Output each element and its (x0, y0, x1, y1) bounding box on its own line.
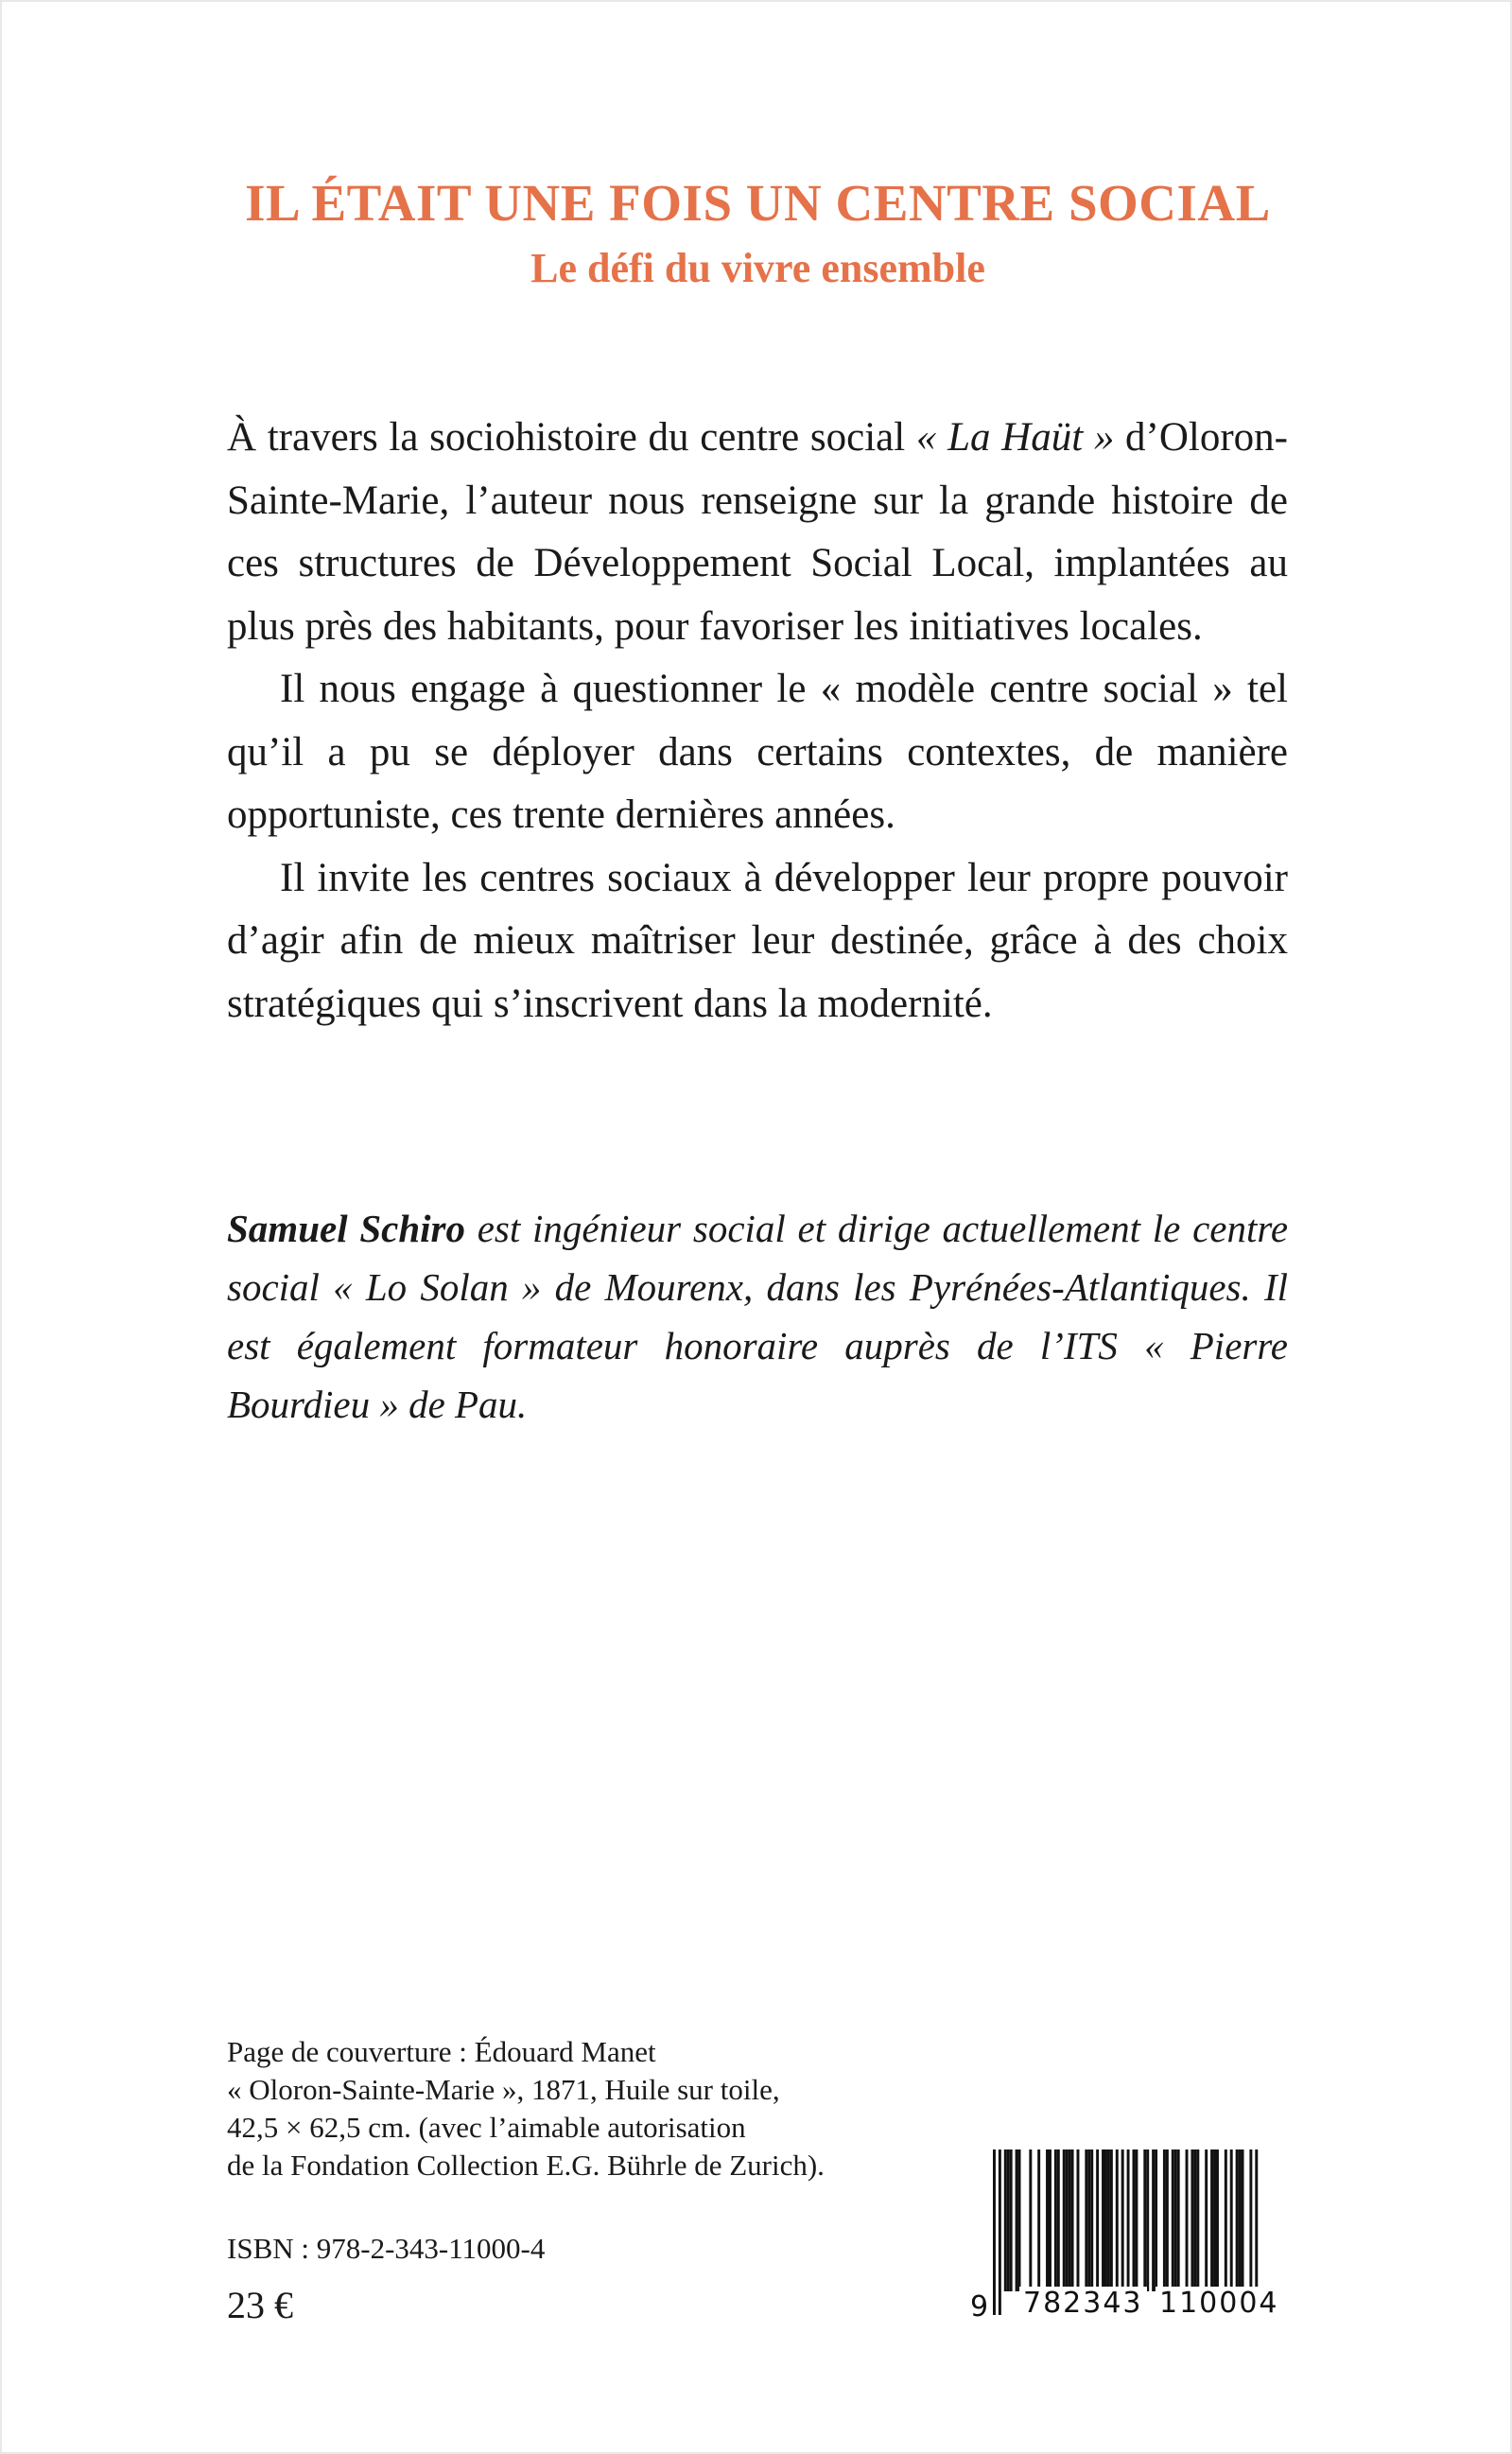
barcode-bar (1213, 2149, 1216, 2291)
barcode-bar (1210, 2149, 1213, 2291)
barcode-bar (1007, 2149, 1010, 2291)
blurb-paragraph-1 (227, 407, 1288, 658)
blurb-paragraph-2: Il nous engage à questionner le « modèle centre social » tel qu’il a pu se déployer dans certains contextes, de manière opportuniste, ces trente dernières années. (227, 667, 1288, 837)
barcode-bar (1016, 2149, 1018, 2291)
blurb (227, 407, 1288, 1036)
barcode-bar (1172, 2149, 1174, 2291)
barcode-bar (1054, 2149, 1057, 2291)
blurb-p1-start: À travers la sociohistoire du centre social (227, 415, 916, 460)
barcode-bar (1069, 2149, 1071, 2291)
barcode-bar (1096, 2149, 1099, 2291)
barcode-bar (1071, 2149, 1074, 2291)
barcode-first-digit: 9 (970, 2290, 989, 2323)
barcode-bar (1190, 2149, 1193, 2291)
cover-credits (227, 2033, 825, 2184)
barcode-bar (1133, 2149, 1136, 2291)
barcode-bar (1146, 2149, 1149, 2291)
barcode-bar (1193, 2149, 1196, 2291)
barcode-bar (1143, 2149, 1146, 2291)
barcode-bar (1010, 2149, 1013, 2291)
barcode-bar (1225, 2149, 1227, 2291)
barcode-bar (1196, 2149, 1199, 2291)
barcode-bar (1066, 2149, 1069, 2291)
barcode-bar (1104, 2149, 1107, 2291)
barcode-bar (1049, 2149, 1051, 2291)
barcode-bar (1037, 2149, 1040, 2291)
barcode-bar (1177, 2149, 1180, 2291)
barcode-bar (1018, 2149, 1021, 2291)
credits-line-3: 42,5 × 62,5 cm. (avec l’aimable autorisation (227, 2111, 746, 2144)
barcode-digits (970, 2283, 1292, 2324)
barcode-bar (1236, 2149, 1239, 2291)
barcode-bar (1163, 2149, 1166, 2291)
barcode-bar (1077, 2149, 1080, 2291)
book-title: IL ÉTAIT UNE FOIS UN CENTRE SOCIAL (245, 174, 1271, 232)
barcode-bar (1004, 2149, 1007, 2291)
barcode-bar (1063, 2149, 1066, 2291)
barcode-bar (1186, 2149, 1189, 2291)
credits-line-4: de la Fondation Collection E.G. Bührle de Zurich). (227, 2149, 825, 2182)
barcode-bar (1102, 2149, 1104, 2291)
blurb-paragraph-3: Il invite les centres sociaux à développer leur propre pouvoir d’agir afin de mieux maîtriser leur destinée, grâce à des choix stratégiques qui s’inscrivent dans la modernité. (227, 855, 1288, 1026)
barcode-bar (1205, 2149, 1208, 2291)
barcode-right-group: 110004 (1156, 2287, 1283, 2320)
blurb-p1-center-name: « La Haüt » (915, 415, 1115, 460)
credits-line-2: « Oloron-Sainte-Marie », 1871, Huile sur toile, (227, 2073, 780, 2106)
blurb-p1-end: d’Oloron-Sainte-Marie, l’auteur nous renseigne sur la grande histoire de ces structures de Développement Social Local, implantées au plus près des habitants, pour favoriser les initiatives locales. (227, 415, 1288, 649)
barcode-bar (1152, 2149, 1155, 2291)
barcode-bar (1216, 2149, 1219, 2291)
barcode-bar (1116, 2149, 1119, 2291)
barcode-bar (1135, 2149, 1138, 2291)
barcode-left-group: 782343 (1019, 2287, 1147, 2320)
isbn: ISBN : 978-2-343-11000-4 (227, 2232, 546, 2265)
author-bio-text: est ingénieur social et dirige actuellement le centre social « Lo Solan » de Mourenx, dans les Pyrénées-Atlantiques. Il est également formateur honoraire auprès de l’ITS « Pierre Bourdieu » de Pau. (227, 1207, 1289, 1426)
barcode-bar (1110, 2149, 1113, 2291)
barcode-bar (1107, 2149, 1110, 2291)
barcode-bar (1029, 2149, 1032, 2291)
barcode-bar (1242, 2149, 1244, 2291)
credits-line-1: Page de couverture : Édouard Manet (227, 2035, 656, 2068)
barcode-bar (1057, 2149, 1060, 2291)
barcode-bar (1174, 2149, 1177, 2291)
barcode-bar (1046, 2149, 1049, 2291)
barcode-bar (1087, 2149, 1090, 2291)
author-bio (227, 1199, 1288, 1434)
book-subtitle: Le défi du vivre ensemble (530, 245, 985, 291)
barcode-bar (1239, 2149, 1242, 2291)
barcode-bar (1155, 2149, 1157, 2291)
author-name: Samuel Schiro (227, 1207, 465, 1250)
barcode-bar (1230, 2149, 1233, 2291)
barcode-bar (1166, 2149, 1169, 2291)
price: 23 € (227, 2284, 293, 2326)
barcode-bar (1085, 2149, 1087, 2291)
barcode-bar (1090, 2149, 1093, 2291)
